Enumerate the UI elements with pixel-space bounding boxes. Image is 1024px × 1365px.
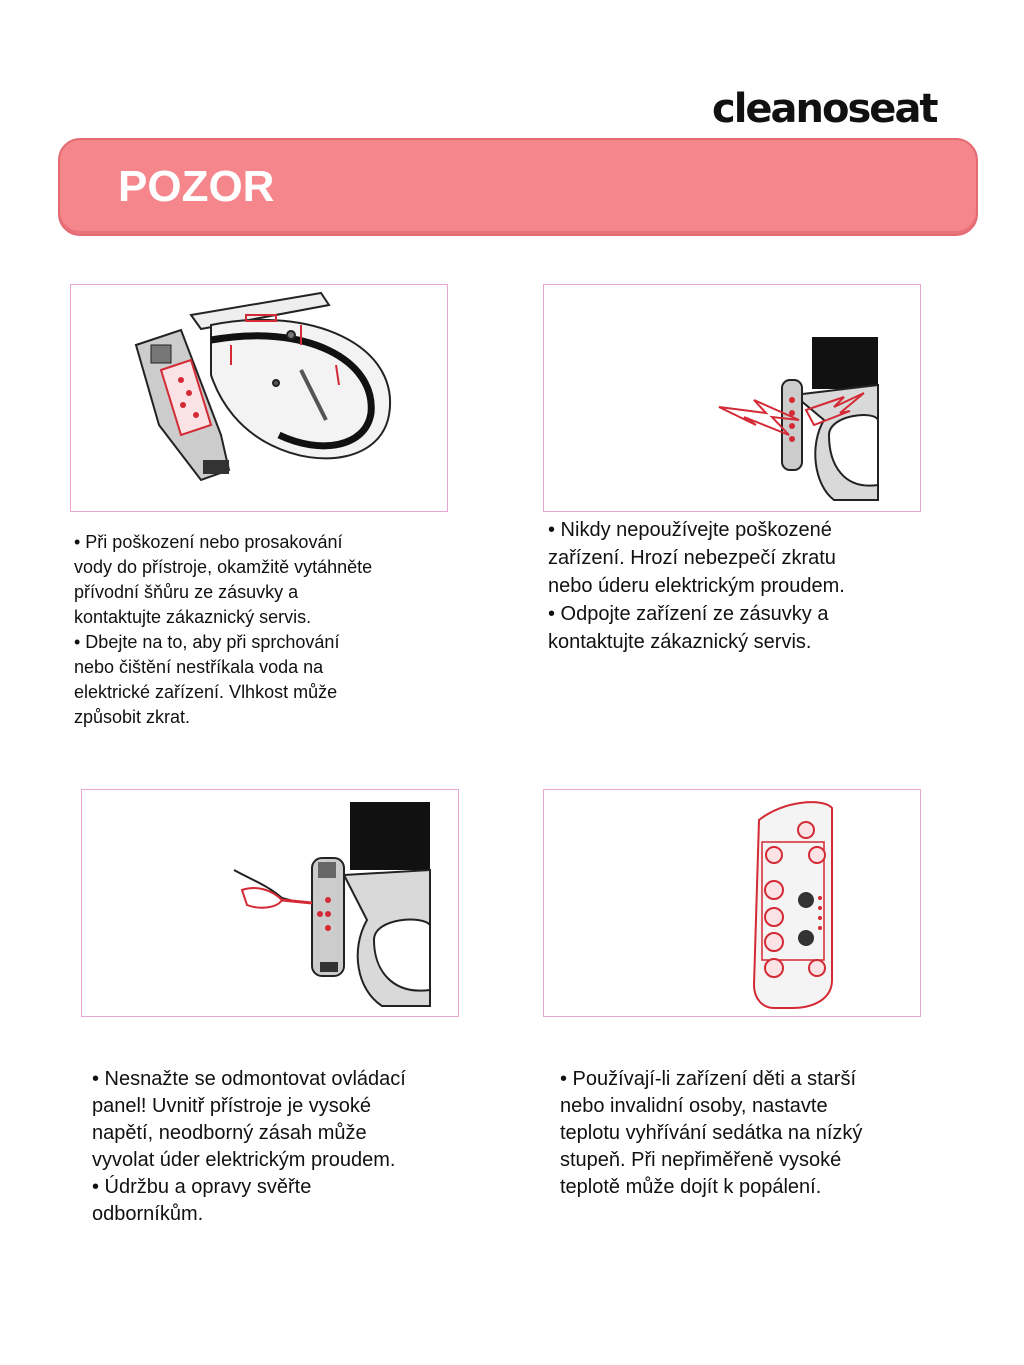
brand-logo: cleanoseat [712, 86, 937, 132]
page-title: POZOR [118, 162, 275, 211]
warning-text-water-leak: • Při poškození nebo prosakování vody do přístroje, okamžitě vytáhněte přívodní šňůru ze zásuvky a kontaktujte zákaznický servis. • Dbejte na to, aby při sprchování nebo čištění nestříkala voda na elektrické zařízení. Vlhkost může způsobit zkrat. [74, 532, 373, 727]
warning-text-disassembly: • Nesnažte se odmontovat ovládací panel! Uvnitř přístroje je vysoké napětí, neodborný zásah může vyvolat úder elektrickým proudem. • Údržbu a opravy svěřte odborníkům. [92, 1068, 406, 1225]
figure-damaged-device [543, 284, 921, 512]
warning-text-temperature: • Používají-li zařízení děti a starší nebo invalidní osoby, nastavte teplotu vyhřívání sedátka na nízký stupeň. Při nepřiměřeně vysoké teplotě může dojít k popálení. [560, 1068, 863, 1198]
damaged-device-electric-shock-icon [544, 285, 920, 511]
figure-control-panel [543, 789, 921, 1017]
warning-text-damaged-device: • Nikdy nepoužívejte poškozené zařízení. Hrozí nebezpečí zkratu nebo úderu elektrickým proudem. • Odpojte zařízení ze zásuvky a kontaktujte zákaznický servis. [548, 519, 845, 653]
control-panel-buttons-icon [544, 790, 920, 1016]
toilet-seat-with-control-panel-icon [71, 285, 447, 511]
title-banner [58, 138, 978, 236]
figure-seat-water-damage [70, 284, 448, 512]
figure-unplug [81, 789, 459, 1017]
hand-unplugging-cord-icon [82, 790, 458, 1016]
